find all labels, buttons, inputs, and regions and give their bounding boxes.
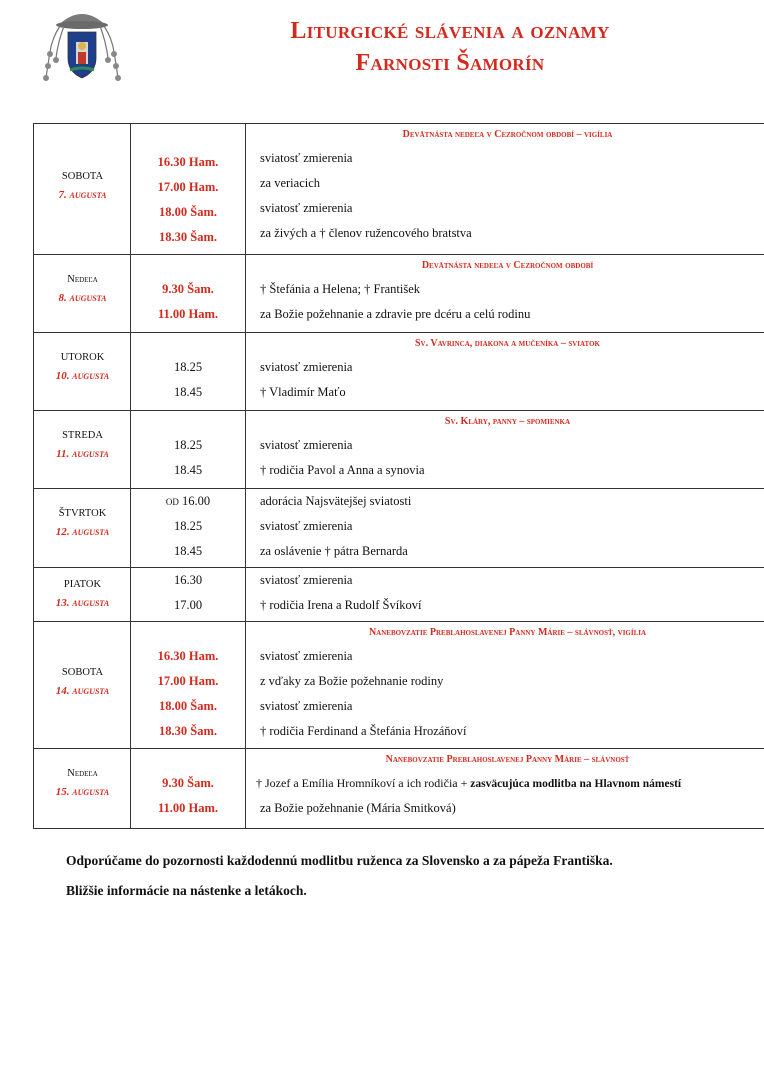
mass-time: 11.00 Ham. [157,307,219,321]
day-name: SOBOTA [61,667,104,678]
mass-intention: sviatosť zmierenia [260,649,353,663]
day-name: ŠTVRTOK [58,508,107,519]
mass-time: 17.00 Ham. [157,674,219,688]
announcements [66,846,613,906]
mass-time: 18.45 [173,544,203,558]
feast-label: Nanebovzatie Preblahoslavenej Panny Márie – slávnosť, vigília [368,627,647,638]
mass-intention: sviatosť zmierenia [260,360,353,374]
mass-intention: sviatosť zmierenia [260,151,353,165]
mass-time: 16.30 Ham. [157,649,219,663]
day-date: 13. augusta [55,597,110,609]
mass-intention: sviatosť zmierenia [260,519,353,533]
announcement-line: Bližšie informácie na nástenke a letákoch. [66,883,307,898]
mass-time: 18.00 Šam. [159,205,217,219]
day-date: 11. augusta [56,448,109,460]
day-name: STREDA [62,430,103,441]
feast-label: Nanebovzatie Preblahoslavenej Panny Márie – slávnosť [385,754,630,765]
day-date: 10. augusta [55,370,110,382]
day-name: UTOROK [60,352,105,363]
day-name: Nedeľa [67,274,98,285]
mass-time: 18.25 [173,519,203,533]
feast-label: Sv. Vavrinca, diakona a mučeníka – sviatok [414,338,600,349]
day-name: Nedeľa [67,768,98,779]
mass-intention: sviatosť zmierenia [260,573,353,587]
feast-label: Devätnásta nedeľa v Cezročnom období [421,260,594,271]
mass-intention: sviatosť zmierenia [260,438,353,452]
mass-time: 17.00 Ham. [157,180,219,194]
mass-intention: † rodičia Ferdinand a Štefánia Hrozáňoví [260,724,467,738]
mass-intention: † rodičia Irena a Rudolf Švíkoví [260,598,422,612]
mass-time: 11.00 Ham. [157,801,219,815]
day-date: 15. augusta [55,786,110,798]
schedule-row [34,411,764,489]
mass-time: 18.45 [173,463,203,477]
schedule-row [34,622,764,749]
mass-time: 9.30 Šam. [162,282,214,296]
mass-time: 18.25 [173,360,203,374]
mass-intention [246,771,764,796]
mass-time: 9.30 Šam. [162,776,214,790]
schedule-row [34,749,764,829]
mass-time: 16.30 [173,573,203,587]
mass-time: 17.00 [173,598,203,612]
mass-intention: sviatosť zmierenia [260,699,353,713]
page-title-line1: Liturgické slávenia a oznamy [290,18,610,44]
mass-intention: † Štefánia a Helena; † František [260,282,421,296]
mass-intention-text: † Jozef a Emília Hromníkoví a ich rodičia + [256,776,468,790]
page-title-line2: Farnosti Šamorín [355,50,545,76]
announcement-line: Odporúčame do pozornosti každodennú modlitbu ruženca za Slovensko a za pápeža Františka. [66,853,613,868]
schedule-row [34,124,764,255]
schedule-row [34,333,764,411]
mass-time: od 16.00 [165,494,211,508]
mass-intention-extra: zasväcujúca modlitba na Hlavnom námestí [467,778,682,790]
day-name: SOBOTA [61,171,104,182]
day-date: 14. augusta [55,685,110,697]
feast-label: Sv. Kláry, panny – spomienka [444,416,571,427]
day-date: 12. augusta [55,526,110,538]
parish-coat-of-arms-icon [40,8,124,86]
mass-time: 18.25 [173,438,203,452]
mass-intention: adorácia Najsvätejšej sviatosti [260,494,412,508]
mass-intention: † rodičia Pavol a Anna a synovia [260,463,425,477]
mass-intention: za Božie požehnanie (Mária Smitková) [260,801,456,815]
day-date: 7. augusta [58,189,107,201]
mass-time: 18.45 [173,385,203,399]
mass-intention: za veriacich [260,176,321,190]
mass-intention: za oslávenie † pátra Bernarda [260,544,408,558]
mass-time: 18.30 Šam. [159,724,217,738]
mass-intention: za živých a † členov ružencového bratstva [260,226,472,240]
day-name: PIATOK [63,579,102,590]
mass-time: 16.30 Ham. [157,155,219,169]
feast-label: Devätnásta nedeľa v Cezročnom období – vigília [402,129,613,140]
schedule-row [34,489,764,568]
schedule-row [34,568,764,622]
day-date: 8. augusta [58,292,107,304]
mass-intention: za Božie požehnanie a zdravie pre dcéru a celú rodinu [260,307,531,321]
mass-time: 18.00 Šam. [159,699,217,713]
schedule-table [33,123,764,829]
schedule-row [34,255,764,333]
mass-intention: sviatosť zmierenia [260,201,353,215]
mass-time: 18.30 Šam. [159,230,217,244]
mass-intention: z vďaky za Božie požehnanie rodiny [260,674,444,688]
mass-intention: † Vladimír Maťo [260,385,346,399]
